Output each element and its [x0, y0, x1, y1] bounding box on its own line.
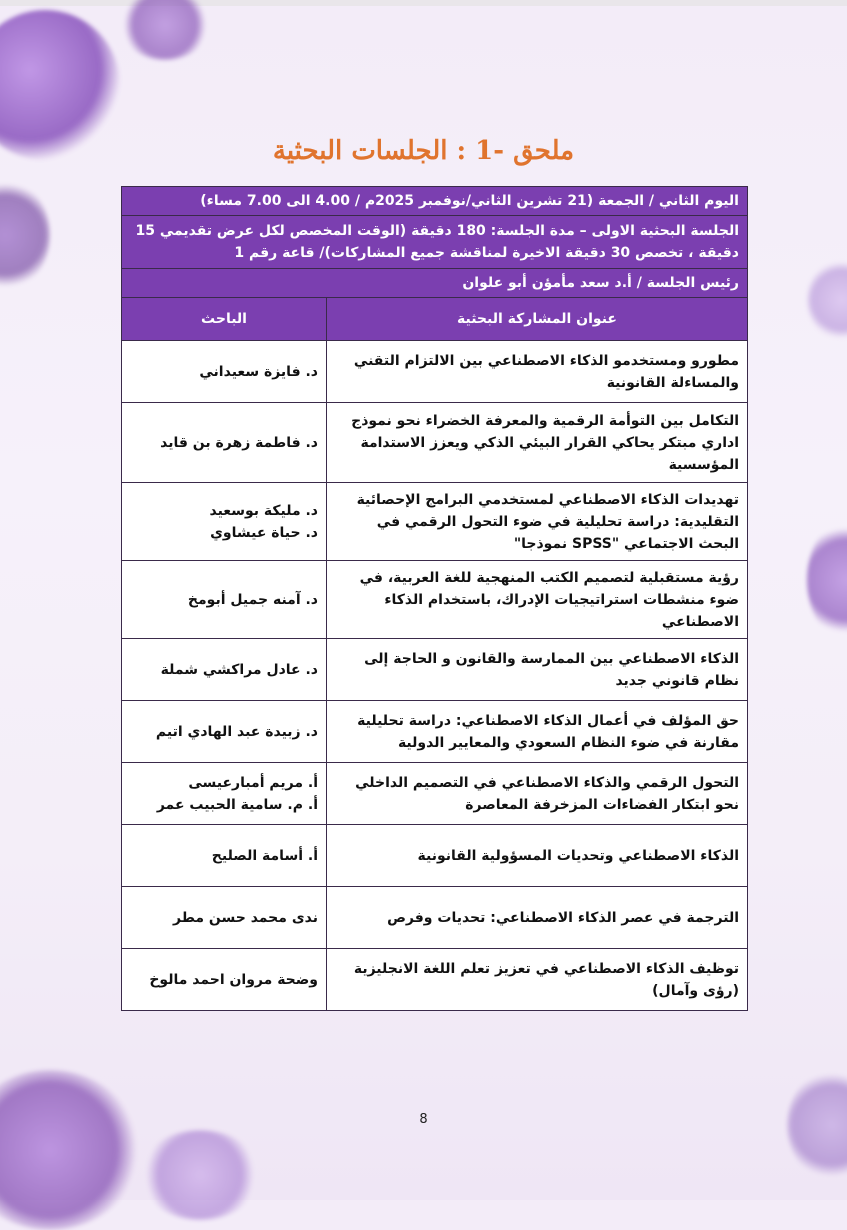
researcher-name: أ. مريم أمبارعيسى أ. م. سامية الحبيب عمر — [122, 763, 327, 825]
table-row — [122, 341, 748, 403]
sessions-table — [121, 186, 748, 1011]
header-title: عنوان المشاركة البحثية — [327, 298, 748, 341]
decor-flower — [120, 0, 210, 60]
researcher-name: ندى محمد حسن مطر — [122, 887, 327, 949]
paper-title: التحول الرقمي والذكاء الاصطناعي في التصميم الداخلي نحو ابتكار الفضاءات المزخرفة المعاصرة — [327, 763, 748, 825]
session-info: الجلسة البحثية الاولى – مدة الجلسة: 180 دقيقة (الوقت المخصص لكل عرض تقديمي 15 دقيقة ، تخصص 30 دقيقة الاخيرة لمناقشة جميع المشاركات)/ قاعة رقم 1 — [122, 216, 748, 269]
table-row — [122, 825, 748, 887]
researcher-name: أ. أسامة الصليح — [122, 825, 327, 887]
paper-title: حق المؤلف في أعمال الذكاء الاصطناعي: دراسة تحليلية مقارنة في ضوء النظام السعودي والمعايير الدولية — [327, 701, 748, 763]
researcher-name: د. فاطمة زهرة بن قايد — [122, 403, 327, 483]
table-row — [122, 403, 748, 483]
table-header-row — [122, 298, 748, 341]
paper-title: رؤية مستقبلية لتصميم الكتب المنهجية للغة العربية، في ضوء منشطات استراتيجيات الإدراك، باستخدام الذكاء الاصطناعي — [327, 561, 748, 639]
decor-flower — [807, 260, 847, 340]
decor-flower — [0, 1070, 140, 1230]
researcher-name: د. مليكة بوسعيد د. حياة عيشاوي — [122, 483, 327, 561]
paper-title: تهديدات الذكاء الاصطناعي لمستخدمي البرامج الإحصائية التقليدية: دراسة تحليلية في ضوء التحول الرقمي في البحث الاجتماعي "SPSS نموذجا" — [327, 483, 748, 561]
paper-title: توظيف الذكاء الاصطناعي في تعزيز تعلم اللغة الانجليزية (رؤى وآمال) — [327, 949, 748, 1011]
researcher-name: د. زبيدة عبد الهادي اتيم — [122, 701, 327, 763]
session-info-row — [122, 216, 748, 269]
page-title: ملحق -1 : الجلسات البحثية — [272, 136, 575, 166]
header-researcher: الباحث — [122, 298, 327, 341]
researcher-name: د. عادل مراكشي شملة — [122, 639, 327, 701]
table-row — [122, 639, 748, 701]
researcher-name: د. فايزة سعيداني — [122, 341, 327, 403]
session-day: اليوم الثاني / الجمعة (21 تشرين الثاني/نوفمبر 2025م / 4.00 الى 7.00 مساء) — [122, 187, 748, 216]
table-row — [122, 763, 748, 825]
researcher-name: د. آمنه جميل أبومخ — [122, 561, 327, 639]
decor-flower — [140, 1130, 260, 1220]
session-chair: رئيس الجلسة / أ.د سعد مأمؤن أبو علوان — [122, 269, 748, 298]
page-number: 8 — [419, 1112, 428, 1127]
table-row — [122, 561, 748, 639]
paper-title: الذكاء الاصطناعي وتحديات المسؤولية القانونية — [327, 825, 748, 887]
paper-title: الذكاء الاصطناعي بين الممارسة والقانون و الحاجة إلى نظام قانوني جديد — [327, 639, 748, 701]
table-row — [122, 887, 748, 949]
researcher-name: وضحة مروان احمد مالوخ — [122, 949, 327, 1011]
session-chair-row — [122, 269, 748, 298]
decor-flower — [807, 520, 847, 640]
session-day-row — [122, 187, 748, 216]
paper-title: الترجمة في عصر الذكاء الاصطناعي: تحديات وفرص — [327, 887, 748, 949]
paper-title: التكامل بين التوأمة الرقمية والمعرفة الخضراء نحو نموذج اداري مبتكر يحاكي القرار البيئي الذكي ويعزز الاستدامة المؤسسية — [327, 403, 748, 483]
decor-flower — [0, 180, 50, 290]
table-row — [122, 701, 748, 763]
paper-title: مطورو ومستخدمو الذكاء الاصطناعي بين الالتزام التقني والمساءلة القانونية — [327, 341, 748, 403]
table-row — [122, 483, 748, 561]
table-row — [122, 949, 748, 1011]
